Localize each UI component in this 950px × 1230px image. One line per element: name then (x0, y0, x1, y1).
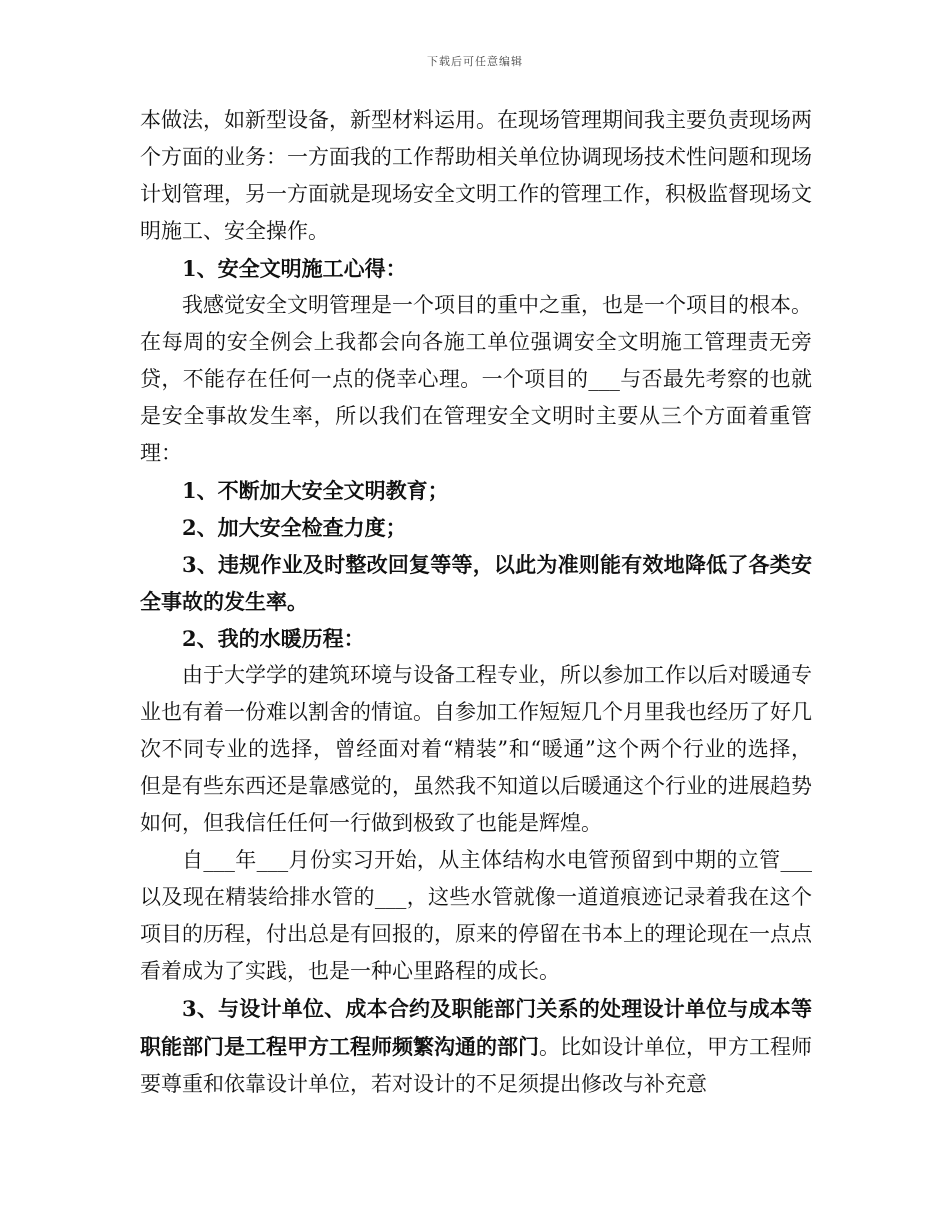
list-item-rectification: 3、违规作业及时整改回复等等，以此为准则能有效地降低了各类安全事故的发生率。 (140, 552, 812, 614)
section-heading-hvac: 2、我的水暖历程： (182, 626, 365, 651)
page-header: 下载后可任意编辑 (427, 55, 523, 68)
paragraph-hvac: 由于大学学的建筑环境与设备工程专业，所以参加工作以后对暖通专业也有着一份难以割舍的情谊。自参加工作短短几个月里我也经历了好几次不同专业的选择，曾经面对着“精装”和“暖通”这个两个行业的选择，但是有些东西还是靠感觉的，虽然我不知道以后暖通这个行业的进展趋势如何，但我信任任何一行做到极致了也能是辉煌。 (140, 663, 812, 835)
paragraph-safety: 我感觉安全文明管理是一个项目的重中之重，也是一个项目的根本。在每周的安全例会上我都会向各施工单位强调安全文明施工管理责无旁贷，不能存在任何一点的侥幸心理。一个项目的___与否最先考察的也就是安全事故发生率，所以我们在管理安全文明时主要从三个方面着重管理： (140, 293, 812, 465)
paragraph-departments (140, 990, 812, 1103)
list-item-inspection: 2、加大安全检查力度； (182, 515, 407, 540)
paragraph-pipes: 自___年___月份实习开始，从主体结构水电管预留到中期的立管___以及现在精装给排水管的___，这些水管就像一道道痕迹记录着我在这个项目的历程，付出总是有回报的，原来的停留在书本上的理论现在一点点看着成为了实践，也是一种心里路程的成长。 (140, 848, 812, 983)
section-heading-departments: 3、与设计单位、成本合约及职能部门关系的处理设计单位与成本等职能部门是工程甲方工程师频繁沟通的部门 (140, 996, 812, 1059)
paragraph-intro: 本做法，如新型设备，新型材料运用。在现场管理期间我主要负责现场两个方面的业务：一方面我的工作帮助相关单位协调现场技术性问题和现场计划管理，另一方面就是现场安全文明工作的管理工作，积极监督现场文明施工、安全操作。 (140, 108, 812, 243)
section-heading-safety: 1、安全文明施工心得： (182, 256, 407, 281)
list-item-education: 1、不断加大安全文明教育； (182, 478, 449, 503)
document-body (140, 102, 812, 1103)
paragraph-departments-text: 。比如设计单位，甲方工程师要尊重和依靠设计单位，若对设计的不足须提出修改与补充意 (140, 1035, 812, 1096)
